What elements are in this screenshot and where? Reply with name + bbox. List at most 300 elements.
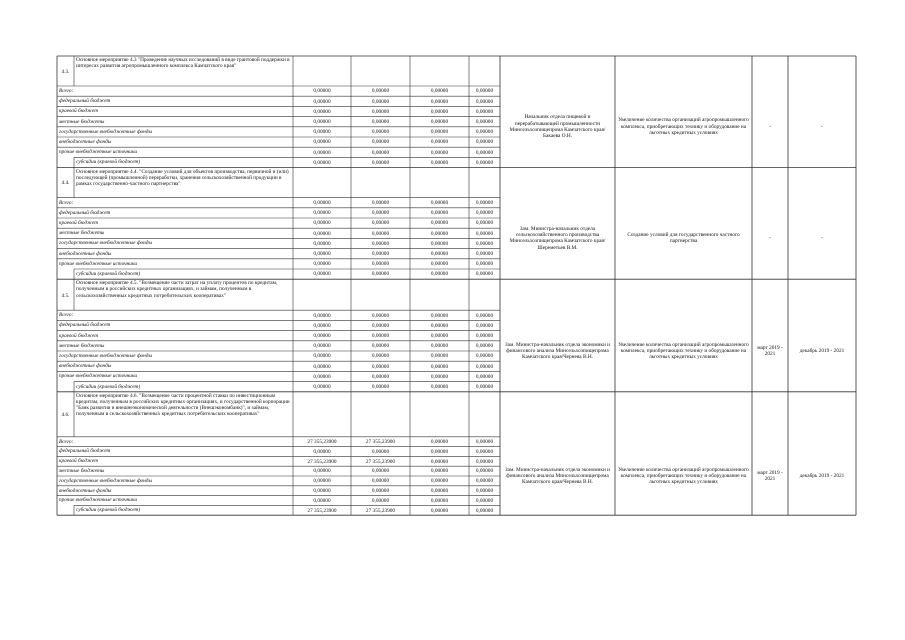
value-cell	[410, 467, 469, 476]
value-cell-text: 0,00000	[313, 220, 331, 227]
value-cell	[293, 497, 351, 506]
value-cell	[351, 497, 410, 506]
value-cell-text: 0,00000	[475, 271, 494, 278]
value-cell-text: 27 355,23900	[307, 458, 337, 465]
value-cell	[351, 87, 410, 96]
value-cell-text: 0,00000	[430, 271, 449, 278]
row-label-text: федеральный бюджет	[59, 209, 111, 216]
section-index-text: 4.3.	[61, 68, 70, 75]
value-cell	[351, 158, 410, 167]
row-label-text: государственные внебюджетные фонды	[59, 128, 153, 135]
value-cell	[293, 438, 351, 447]
value-cell	[410, 107, 469, 116]
value-cell-text: 27 355,23900	[365, 507, 396, 514]
value-cell-text: 0,00000	[430, 353, 449, 360]
value-cell	[410, 138, 469, 147]
value-cell-text: 0,00000	[475, 478, 494, 485]
value-cell	[293, 199, 351, 208]
row-label-text: местные бюджеты	[59, 467, 105, 474]
value-cell	[469, 438, 500, 447]
value-cell	[351, 477, 410, 486]
value-cell	[410, 209, 469, 218]
end-date	[788, 202, 856, 276]
value-cell	[469, 138, 500, 147]
row-label-text: внебюджетные фонды	[59, 250, 112, 257]
value-cell-text: 0,00000	[371, 210, 390, 217]
value-cell-text: 0,00000	[430, 468, 449, 475]
value-cell-text: 27 355,23900	[365, 458, 396, 465]
value-cell	[469, 199, 500, 208]
value-cell	[351, 448, 410, 457]
value-cell	[469, 87, 500, 96]
value-cell	[351, 372, 410, 381]
value-cell	[469, 448, 500, 457]
start-date-text: -	[769, 235, 771, 242]
value-cell	[293, 352, 351, 361]
end-date-text: декабрь 2019 - 2021	[799, 347, 845, 354]
value-cell-text: 0,00000	[475, 129, 494, 136]
value-cell	[469, 148, 500, 157]
row-label-text: прочие внебюджетные источники	[59, 149, 138, 156]
value-cell-text: 0,00000	[313, 312, 331, 319]
end-date	[788, 90, 856, 164]
value-cell-text: 0,00000	[313, 159, 331, 166]
value-cell	[410, 239, 469, 248]
start-date-text: март 2019 - 2021	[757, 469, 783, 482]
value-cell-text: 0,00000	[430, 240, 449, 247]
value-cell-text: 0,00000	[371, 343, 390, 350]
value-cell-text: 0,00000	[430, 200, 449, 207]
value-cell-text: 0,00000	[430, 261, 449, 268]
value-cell	[293, 383, 351, 392]
row-label-text: прочие внебюджетные источники	[59, 497, 138, 504]
value-cell-text: 0,00000	[475, 363, 494, 370]
row-label	[57, 137, 293, 147]
value-cell-text: 0,00000	[313, 363, 331, 370]
value-cell-text: 0,00000	[371, 333, 390, 340]
value-cell-text: 0,00000	[313, 261, 331, 268]
section-index	[57, 58, 74, 86]
expected-result-text: Увеличение количества организаций агропромышленного комплекса, приобретающих технику и оборудование на льготных кредитных условиях	[618, 341, 749, 361]
value-cell	[351, 209, 410, 218]
value-cell	[469, 239, 500, 248]
row-label-text: Всего:	[59, 312, 74, 319]
expected-result-text: Создание условий для государственного частного партнерства	[627, 232, 740, 245]
value-cell	[351, 342, 410, 351]
end-date	[788, 314, 856, 388]
value-cell-text: 0,00000	[430, 312, 449, 319]
value-cell-text: 0,00000	[475, 312, 494, 319]
value-cell-text: 0,00000	[430, 119, 449, 126]
value-cell-text: 0,00000	[313, 384, 331, 391]
value-cell-text: 0,00000	[430, 478, 449, 485]
value-cell-text: 0,00000	[371, 129, 390, 136]
row-label-text: федеральный бюджет	[59, 98, 111, 105]
value-cell	[351, 467, 410, 476]
value-cell	[469, 362, 500, 371]
value-cell-text: 0,00000	[313, 373, 331, 380]
value-cell	[410, 448, 469, 457]
value-cell-text: 0,00000	[430, 363, 449, 370]
row-label	[57, 127, 293, 137]
value-cell-text: 0,00000	[313, 139, 331, 146]
section-index-text: 4.6.	[61, 412, 70, 419]
value-cell-text: 0,00000	[430, 230, 449, 237]
value-cell-text: 0,00000	[475, 343, 494, 350]
value-cell	[410, 260, 469, 269]
value-cell	[469, 497, 500, 506]
value-cell-text: 0,00000	[475, 373, 494, 380]
value-cell	[469, 477, 500, 486]
value-cell	[293, 219, 351, 228]
value-cell-text: 0,00000	[475, 261, 494, 268]
value-cell-text: 0,00000	[475, 88, 494, 95]
value-cell-text: 0,00000	[371, 373, 390, 380]
section-index	[57, 281, 74, 310]
value-cell-text: 0,00000	[430, 98, 449, 105]
value-cell-text: 0,00000	[313, 343, 331, 350]
value-cell	[410, 352, 469, 361]
row-label	[74, 382, 293, 392]
row-label	[57, 147, 293, 157]
value-cell-text: 0,00000	[371, 230, 390, 237]
responsible-executor-text: Зам. Министра-начальник отдела экономики и финансового анализа Минсельхозпищепрома Камчатского края/Чернева В.Н.	[505, 466, 610, 486]
row-label-text: федеральный бюджет	[59, 448, 111, 455]
value-cell	[351, 229, 410, 238]
expected-result	[615, 90, 752, 164]
row-label	[57, 496, 293, 506]
value-cell-text: 0,00000	[371, 322, 390, 329]
row-label-text: краевой бюджет	[59, 219, 99, 226]
end-date-text: -	[821, 123, 823, 130]
start-date	[752, 441, 788, 511]
row-label	[57, 371, 293, 381]
value-cell	[351, 457, 410, 466]
value-cell	[469, 372, 500, 381]
value-cell-text: 0,00000	[475, 200, 494, 207]
value-cell	[469, 219, 500, 228]
value-cell	[410, 487, 469, 496]
value-cell	[469, 332, 500, 341]
section-title	[74, 280, 293, 309]
value-cell-text: 0,00000	[430, 159, 449, 166]
value-cell-text: 0,00000	[313, 149, 331, 156]
value-cell	[469, 209, 500, 218]
value-cell-text: 0,00000	[313, 119, 331, 126]
value-cell	[410, 87, 469, 96]
value-cell-text: 0,00000	[430, 108, 449, 115]
value-cell-text: 0,00000	[371, 468, 390, 475]
row-label	[57, 331, 293, 341]
row-label-text: субсидии (краевой бюджет)	[76, 383, 141, 390]
value-cell	[293, 239, 351, 248]
expected-result-text: Увеличение количества организаций агропромышленного комплекса, приобретающих технику и оборудование на льготных кредитных условиях	[618, 466, 749, 486]
value-cell	[410, 342, 469, 351]
value-cell	[469, 229, 500, 238]
value-cell	[410, 118, 469, 127]
row-label	[57, 486, 293, 496]
value-cell	[410, 438, 469, 447]
row-label	[57, 447, 293, 457]
row-label	[57, 320, 293, 330]
value-cell	[351, 148, 410, 157]
section-index-text: 4.4.	[61, 180, 70, 187]
value-cell-text: 0,00000	[475, 353, 494, 360]
row-label	[57, 476, 293, 486]
value-cell-text: 0,00000	[475, 384, 494, 391]
row-label-text: субсидии (краевой бюджет)	[76, 159, 141, 166]
value-cell-text: 0,00000	[430, 322, 449, 329]
value-cell	[469, 321, 500, 330]
value-cell-text: 0,00000	[430, 88, 449, 95]
start-date-text: -	[769, 123, 771, 130]
value-cell	[410, 311, 469, 320]
value-cell	[351, 199, 410, 208]
section-title-text: Основное мероприятие 4.3 "Проведение научных исследований в виде грантовой поддержки в интересах развития агропромышленного комплекса Камчатского края"	[76, 57, 290, 70]
value-cell-text: 0,00000	[475, 210, 494, 217]
value-cell	[351, 107, 410, 116]
row-label	[57, 198, 293, 208]
value-cell	[410, 199, 469, 208]
value-cell	[410, 383, 469, 392]
value-cell	[351, 321, 410, 330]
value-cell	[410, 332, 469, 341]
value-cell-text: 0,00000	[430, 373, 449, 380]
value-cell	[293, 311, 351, 320]
value-cell	[351, 219, 410, 228]
value-cell	[410, 506, 469, 515]
value-cell-text: 0,00000	[430, 448, 449, 455]
value-cell-text: 0,00000	[313, 200, 331, 207]
value-cell-text: 0,00000	[430, 149, 449, 156]
value-cell	[293, 138, 351, 147]
row-label	[74, 269, 293, 279]
value-cell	[293, 457, 351, 466]
value-cell	[293, 118, 351, 127]
value-cell	[469, 342, 500, 351]
row-label-text: краевой бюджет	[59, 458, 99, 465]
row-label-text: местные бюджеты	[59, 118, 105, 125]
value-cell-text: 0,00000	[430, 507, 449, 514]
value-cell-text: 0,00000	[313, 333, 331, 340]
value-cell-text: 0,00000	[371, 220, 390, 227]
value-cell	[410, 219, 469, 228]
value-cell	[351, 487, 410, 496]
value-cell-text: 0,00000	[475, 98, 494, 105]
row-label-text: государственные внебюджетные фонды	[59, 477, 153, 484]
value-cell	[410, 497, 469, 506]
value-cell	[293, 362, 351, 371]
value-cell-text: 27 355,23900	[307, 507, 337, 514]
value-cell-text: 0,00000	[371, 200, 390, 207]
value-cell-text: 0,00000	[371, 271, 390, 278]
row-label-text: федеральный бюджет	[59, 322, 111, 329]
value-cell	[469, 457, 500, 466]
row-label	[57, 96, 293, 106]
end-date-text: -	[821, 235, 823, 242]
value-cell	[293, 467, 351, 476]
responsible-executor-text: Зам. Министра-начальник отдела сельскохозяйственного производства Минсельхозпищепрома Камчатского края/Шереметьев В.М.	[509, 225, 606, 251]
row-label-text: местные бюджеты	[59, 230, 105, 237]
responsible-executor	[500, 90, 615, 164]
row-label-text: краевой бюджет	[59, 108, 99, 115]
row-label-text: субсидии (краевой бюджет)	[76, 507, 141, 514]
responsible-executor	[500, 202, 615, 276]
value-cell-text: 0,00000	[313, 271, 331, 278]
row-label-text: внебюджетные фонды	[59, 487, 112, 494]
value-cell	[469, 97, 500, 106]
row-label	[57, 208, 293, 218]
value-cell	[351, 250, 410, 259]
value-cell-text: 0,00000	[371, 363, 390, 370]
value-cell-text: 0,00000	[475, 139, 494, 146]
row-label-text: Всего:	[59, 199, 74, 206]
value-cell	[410, 477, 469, 486]
value-cell-text: 0,00000	[313, 497, 331, 504]
end-date	[788, 441, 856, 511]
value-cell-text: 0,00000	[313, 468, 331, 475]
value-cell-text: 0,00000	[475, 108, 494, 115]
value-cell	[293, 97, 351, 106]
expected-result	[615, 314, 752, 388]
start-date-text: март 2019 - 2021	[757, 344, 783, 357]
value-cell-text: 0,00000	[371, 261, 390, 268]
value-cell-text: 0,00000	[371, 108, 390, 115]
row-label	[57, 238, 293, 248]
value-cell	[351, 128, 410, 137]
value-cell-text: 0,00000	[313, 98, 331, 105]
value-cell-text: 0,00000	[371, 384, 390, 391]
value-cell-text: 0,00000	[371, 251, 390, 258]
value-cell	[351, 362, 410, 371]
start-date	[752, 314, 788, 388]
value-cell	[469, 118, 500, 127]
value-cell	[469, 383, 500, 392]
value-cell	[469, 487, 500, 496]
row-label-text: местные бюджеты	[59, 342, 105, 349]
value-cell	[293, 342, 351, 351]
value-cell-text: 0,00000	[371, 312, 390, 319]
value-cell	[410, 250, 469, 259]
value-cell-text: 0,00000	[475, 333, 494, 340]
value-cell-text: 0,00000	[430, 139, 449, 146]
value-cell	[351, 239, 410, 248]
value-cell-text: 0,00000	[371, 98, 390, 105]
section-title-text: Основное мероприятие 4.4. "Создание условий для объектов производства, первичной и (или) последующей (промышленной) переработки, хранения сельскохозяйственной продукции в рамках государственно-частного партнерства"	[76, 168, 289, 187]
value-cell	[293, 372, 351, 381]
value-cell-text: 0,00000	[313, 88, 331, 95]
value-cell-text: 27 355,23900	[365, 439, 396, 446]
value-cell-text: 27 355,23900	[307, 439, 337, 446]
row-label-text: государственные внебюджетные фонды	[59, 352, 153, 359]
row-label	[74, 157, 293, 167]
row-label	[57, 351, 293, 361]
row-label-text: Всего:	[59, 87, 74, 94]
value-cell	[410, 97, 469, 106]
value-cell-text: 0,00000	[313, 448, 331, 455]
value-cell-text: 0,00000	[371, 159, 390, 166]
value-cell-text: 0,00000	[371, 478, 390, 485]
value-cell-text: 0,00000	[371, 88, 390, 95]
value-cell	[351, 270, 410, 279]
value-cell-text: 0,00000	[371, 240, 390, 247]
row-label	[57, 341, 293, 351]
row-label-text: прочие внебюджетные источники	[59, 373, 138, 380]
value-cell	[410, 148, 469, 157]
value-cell	[410, 229, 469, 238]
value-cell-text: 0,00000	[313, 129, 331, 136]
row-label	[57, 117, 293, 127]
row-label	[57, 259, 293, 269]
value-cell	[293, 506, 351, 515]
value-cell	[293, 107, 351, 116]
expected-result-text: Увеличение количества организаций агропромышленного комплекса, приобретающих технику и оборудование на льготных кредитных условиях	[618, 117, 749, 136]
value-cell-text: 0,00000	[430, 488, 449, 495]
value-cell	[293, 209, 351, 218]
value-cell	[293, 332, 351, 341]
value-cell-text: 0,00000	[430, 333, 449, 340]
value-cell-text: 0,00000	[313, 108, 331, 115]
value-cell-text: 0,00000	[475, 220, 494, 227]
value-cell-text: 0,00000	[430, 129, 449, 136]
value-cell-text: 0,00000	[475, 251, 494, 258]
value-cell-text: 0,00000	[313, 230, 331, 237]
start-date	[752, 90, 788, 164]
value-cell-text: 0,00000	[475, 230, 494, 237]
value-cell	[410, 321, 469, 330]
value-cell-text: 0,00000	[313, 251, 331, 258]
value-cell-text: 0,00000	[475, 448, 494, 455]
value-cell-text: 0,00000	[475, 159, 494, 166]
section-index	[57, 170, 74, 198]
value-cell-text: 0,00000	[313, 240, 331, 247]
value-cell-text: 0,00000	[430, 343, 449, 350]
value-cell	[410, 362, 469, 371]
value-cell	[410, 372, 469, 381]
value-cell-text: 0,00000	[430, 458, 449, 465]
section-title-text: Основное мероприятие 4.6. "Возмещение части процентной ставки по инвестиционным кредитам, полученным в российских кредитных организациях, и государственной корпорации "Банк развития и внешнеэкономической деятельности (Внешэкономбанк)", и займам, полученным в сельскохозяйственных кредитных потребительских кооперативах"	[76, 392, 290, 418]
value-cell	[293, 477, 351, 486]
value-cell	[351, 260, 410, 269]
value-cell-text: 0,00000	[371, 353, 390, 360]
value-cell	[469, 270, 500, 279]
responsible-executor	[500, 441, 615, 511]
value-cell-text: 0,00000	[430, 210, 449, 217]
row-label	[74, 505, 293, 515]
value-cell	[351, 438, 410, 447]
value-cell-text: 0,00000	[371, 149, 390, 156]
row-label-text: государственные внебюджетные фонды	[59, 240, 153, 247]
value-cell	[469, 506, 500, 515]
section-title	[74, 393, 293, 436]
responsible-executor	[500, 314, 615, 388]
value-cell	[351, 332, 410, 341]
row-label	[57, 218, 293, 228]
value-cell-text: 0,00000	[313, 488, 331, 495]
value-cell	[469, 158, 500, 167]
expected-result	[615, 441, 752, 511]
value-cell-text: 0,00000	[475, 240, 494, 247]
value-cell-text: 0,00000	[430, 497, 449, 504]
value-cell	[469, 467, 500, 476]
value-cell-text: 0,00000	[371, 448, 390, 455]
value-cell	[351, 311, 410, 320]
value-cell-text: 0,00000	[430, 220, 449, 227]
row-label	[57, 310, 293, 320]
row-label-text: внебюджетные фонды	[59, 138, 112, 145]
value-cell-text: 0,00000	[475, 458, 494, 465]
value-cell-text: 0,00000	[430, 251, 449, 258]
